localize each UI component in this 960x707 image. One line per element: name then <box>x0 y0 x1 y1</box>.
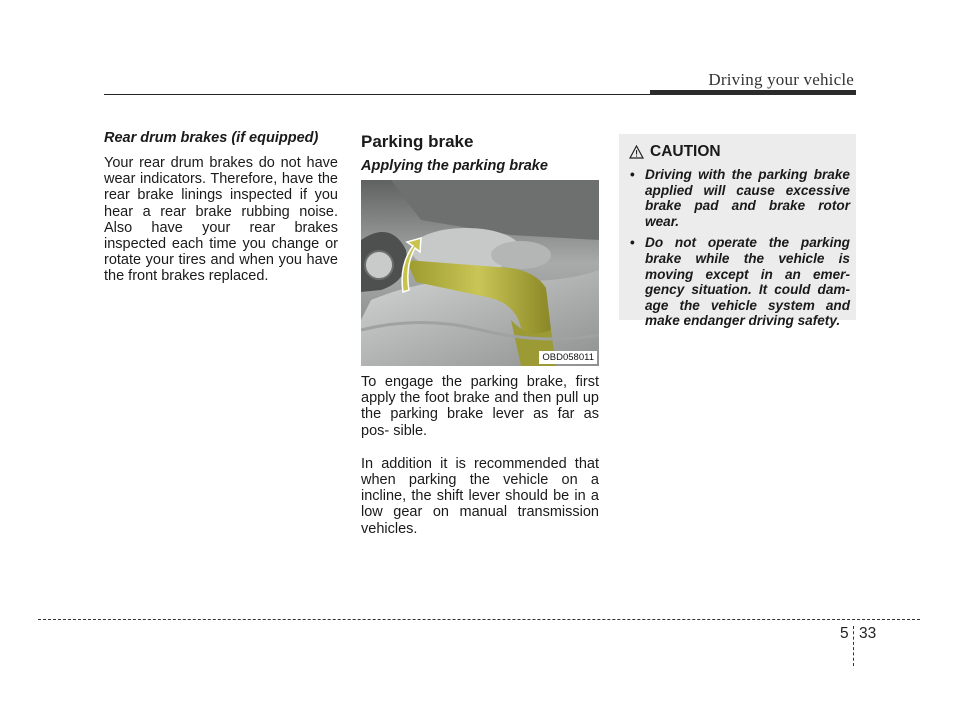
caution-header <box>629 143 721 161</box>
caution-item: • Do not operate the parking brake while the vehicle is moving except in an emer- gency situation. It could dam- age the vehicle system and make endanger driving safety. <box>629 235 850 329</box>
rear-drum-subheading: Rear drum brakes (if equipped) <box>104 130 319 146</box>
applying-subheading: Applying the parking brake <box>361 158 548 174</box>
middle-column <box>361 132 599 537</box>
caution-title: CAUTION <box>650 143 721 160</box>
header-title: Driving your vehicle <box>708 70 854 89</box>
incline-paragraph: In addition it is recommended that when parking the vehicle on a incline, the shift lever should be in a low gear on manual transmission vehicles. <box>361 455 599 537</box>
caution-box <box>619 134 856 329</box>
image-code-label: OBD058011 <box>539 351 597 364</box>
header-accent-bar <box>650 90 856 95</box>
footer-divider <box>38 619 920 620</box>
parking-brake-photo <box>361 180 599 366</box>
rear-drum-paragraph: Your rear drum brakes do not have wear indicators. Therefore, have the rear brake linings inspected if you hear a rear brake rubbing noise. Also have your rear brakes inspected each time you change or rotate your tires and when you have the front brakes replaced. <box>104 155 338 285</box>
chapter-number: 5 <box>840 625 849 642</box>
caution-list <box>629 167 850 335</box>
page-number: 33 <box>859 625 877 642</box>
left-column <box>104 130 338 285</box>
caution-item: • Driving with the parking brake applied will cause excessive brake pad and brake rotor wear. <box>629 167 850 229</box>
footer-page-separator <box>853 626 854 666</box>
engage-paragraph: To engage the parking brake, first apply the foot brake and then pull up the parking brake lever as far as pos- sible. <box>361 374 599 439</box>
warning-triangle-icon <box>629 145 644 159</box>
section-title: Parking brake <box>361 132 474 151</box>
header-rule <box>104 94 652 95</box>
